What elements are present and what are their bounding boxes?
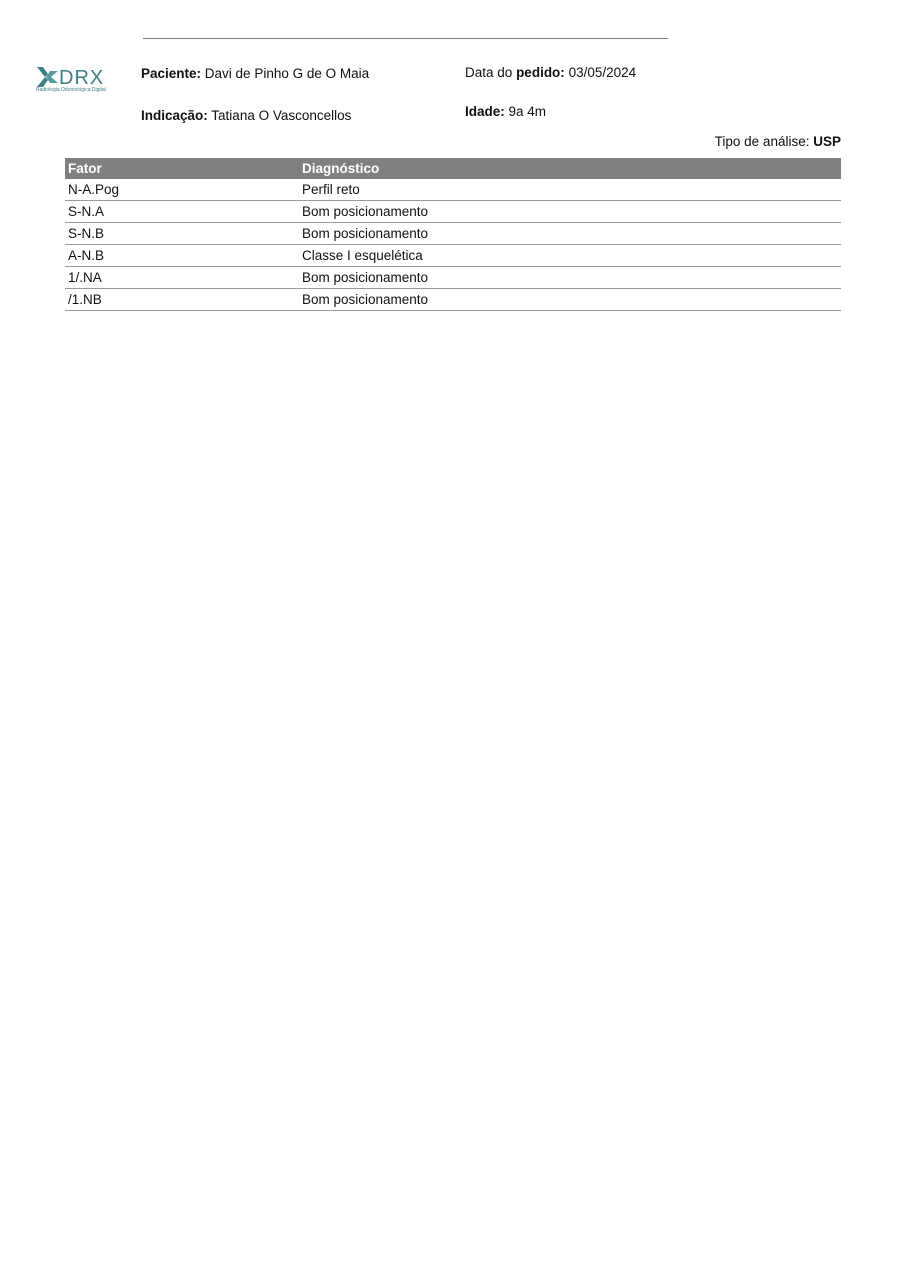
table-row: [65, 179, 841, 201]
table-header-row: [65, 158, 841, 179]
diagnosis-cell: Bom posicionamento: [299, 267, 841, 289]
diagnosis-cell: Classe I esquelética: [299, 245, 841, 267]
factor-cell: N-A.Pog: [65, 179, 299, 201]
table-row: [65, 223, 841, 245]
column-header-fator: Fator: [65, 158, 299, 179]
factor-cell: A-N.B: [65, 245, 299, 267]
top-divider: [143, 38, 668, 39]
drx-logo: [35, 66, 111, 96]
table-row: [65, 201, 841, 223]
analysis-type-value: USP: [813, 134, 841, 149]
age-label: Idade:: [465, 104, 505, 119]
column-header-diagnostico: Diagnóstico: [299, 158, 841, 179]
table-row: [65, 245, 841, 267]
referral-label: Indicação:: [141, 108, 208, 123]
diagnosis-table: [65, 158, 841, 311]
factor-cell: 1/.NA: [65, 267, 299, 289]
diagnosis-cell: Perfil reto: [299, 179, 841, 201]
table-row: [65, 289, 841, 311]
logo-tagline: Radiologia Odontológica Digital: [36, 87, 106, 93]
order-date-label-bold: pedido:: [516, 65, 565, 80]
diagnosis-cell: Bom posicionamento: [299, 223, 841, 245]
order-date-value: 03/05/2024: [568, 65, 637, 80]
patient-label: Paciente:: [141, 66, 202, 81]
age-value: 9a 4m: [508, 104, 547, 119]
diagnosis-cell: Bom posicionamento: [299, 201, 841, 223]
factor-cell: S-N.B: [65, 223, 299, 245]
factor-cell: S-N.A: [65, 201, 299, 223]
analysis-type-field: [715, 134, 841, 150]
referral-value: Tatiana O Vasconcellos: [211, 108, 352, 123]
analysis-type-label: Tipo de análise:: [714, 134, 810, 149]
table-row: [65, 267, 841, 289]
logo-wordmark: DRX: [59, 67, 105, 89]
patient-name: Davi de Pinho G de O Maia: [204, 66, 370, 81]
patient-field: [141, 66, 369, 82]
x-mark-icon: [37, 67, 59, 87]
age-field: [465, 104, 546, 120]
order-date-field: [465, 65, 636, 81]
factor-cell: /1.NB: [65, 289, 299, 311]
referral-field: [141, 108, 351, 124]
diagnosis-cell: Bom posicionamento: [299, 289, 841, 311]
order-date-label-prefix: Data do: [465, 65, 513, 80]
